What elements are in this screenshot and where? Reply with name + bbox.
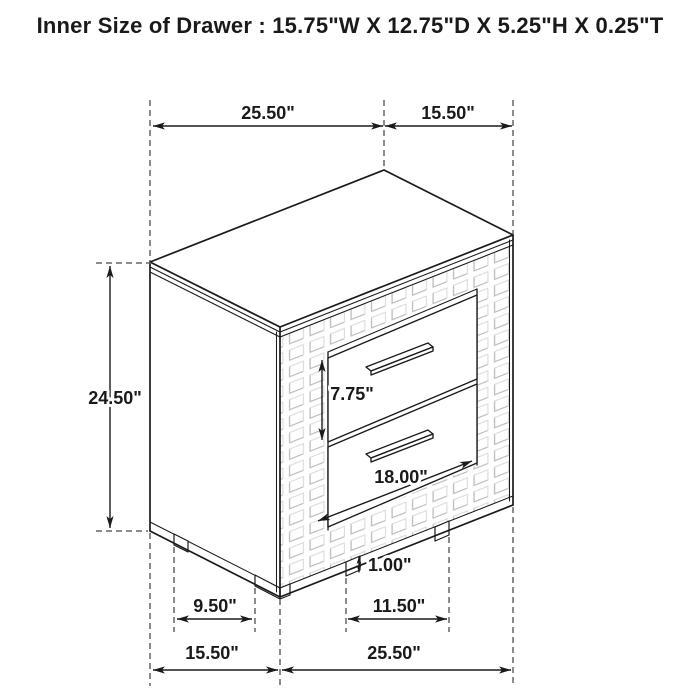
- dim-top-depth: [385, 103, 512, 126]
- dim-overall-height-label: 24.50": [88, 388, 142, 408]
- dim-top-depth-label: 15.50": [421, 103, 475, 123]
- dim-top-width-label: 25.50": [241, 103, 295, 123]
- dim-overall-height: [88, 266, 142, 528]
- dim-front-feet-spacing: [348, 596, 447, 619]
- dim-bottom-width: [282, 643, 511, 670]
- dim-drawer-front-height-label: 7.75": [330, 384, 374, 404]
- dim-front-feet-spacing-label: 11.50": [372, 596, 426, 616]
- dim-base-reveal-label: 1.00": [368, 555, 412, 575]
- dim-bottom-depth-label: 15.50": [185, 643, 239, 663]
- dim-drawer-front-width-label: 18.00": [374, 467, 428, 487]
- dim-top-width: [153, 103, 383, 126]
- page-title: Inner Size of Drawer : 15.75"W X 12.75"D X 5.25"H X 0.25"T: [36, 13, 664, 38]
- dim-bottom-width-label: 25.50": [367, 643, 421, 663]
- dim-side-feet-spacing: [177, 596, 252, 619]
- dim-side-feet-spacing-label: 9.50": [193, 596, 237, 616]
- dim-bottom-depth: [153, 643, 278, 670]
